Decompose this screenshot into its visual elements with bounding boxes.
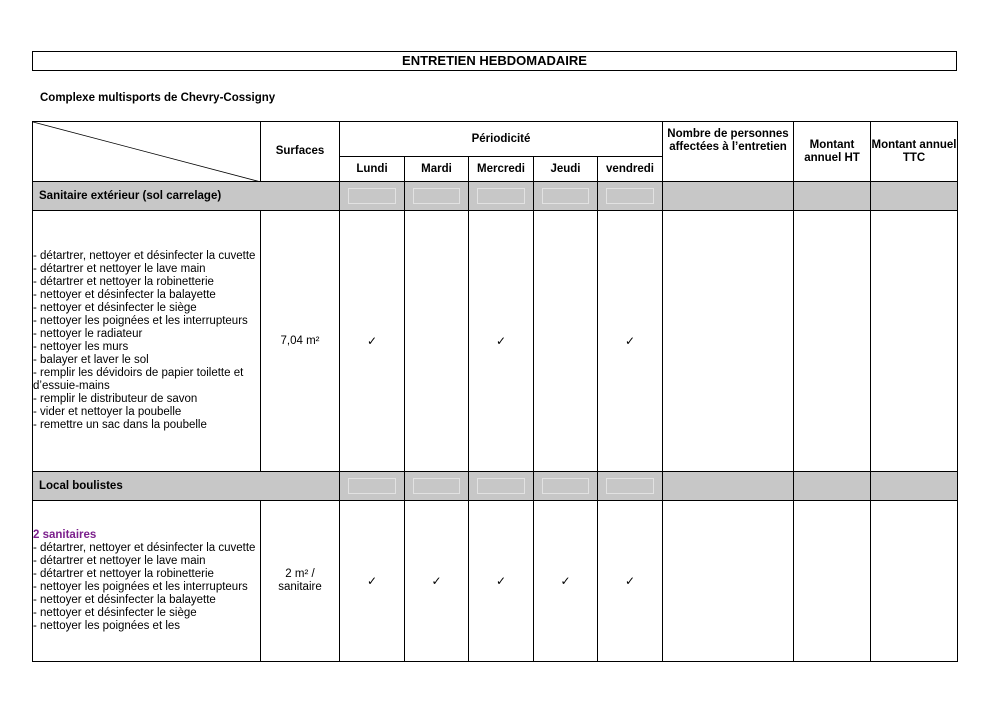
task-item: - détartrer et nettoyer la robinetterie — [33, 568, 214, 580]
task-item: - remplir les dévidoirs de papier toilette et d’essuie-mains — [33, 367, 244, 392]
maintenance-table — [32, 121, 958, 662]
check-cell — [534, 211, 598, 472]
task-item: - nettoyer les murs — [33, 341, 129, 353]
check-cell — [340, 211, 405, 472]
diagonal-corner-cell — [33, 122, 261, 182]
day-header-vendredi: vendredi — [598, 157, 663, 182]
section-cell — [405, 182, 469, 211]
surfaces-header: Surfaces — [261, 122, 340, 182]
surface-value: 2 m² / sanitaire — [261, 501, 340, 662]
task-item: - balayer et laver le sol — [33, 354, 149, 366]
section-label: Sanitaire extérieur (sol carrelage) — [33, 182, 340, 211]
diagonal-line — [33, 122, 261, 182]
task-item: - détartrer et nettoyer le lave main — [33, 555, 206, 567]
personnes-cell — [663, 501, 794, 662]
section-cell — [663, 182, 794, 211]
check-cell — [598, 211, 663, 472]
day-header-lundi: Lundi — [340, 157, 405, 182]
task-item: - nettoyer et désinfecter la balayette — [33, 594, 216, 606]
check-mark-icon: ✓ — [431, 573, 442, 588]
montant-ht-cell — [794, 501, 871, 662]
check-mark-icon: ✓ — [495, 573, 507, 588]
section-cell — [598, 472, 663, 501]
task-item: - nettoyer et désinfecter le siège — [33, 607, 197, 619]
check-cell — [405, 211, 469, 472]
section-cell — [340, 182, 405, 211]
task-row — [33, 501, 958, 662]
check-mark-icon: ✓ — [624, 333, 636, 348]
site-name: Complexe multisports de Chevry-Cossigny — [40, 92, 276, 104]
section-cell — [534, 472, 598, 501]
section-cell — [469, 182, 534, 211]
task-item: - vider et nettoyer la poubelle — [33, 406, 182, 418]
day-header-mardi: Mardi — [405, 157, 469, 182]
day-header-mercredi: Mercredi — [469, 157, 534, 182]
surface-value: 7,04 m² — [261, 211, 340, 472]
check-cell — [469, 501, 534, 662]
montant-ttc-cell — [871, 211, 958, 472]
check-mark-icon: ✓ — [366, 573, 378, 588]
task-item: - nettoyer et désinfecter la balayette — [33, 289, 216, 301]
check-cell — [340, 501, 405, 662]
task-row — [33, 211, 958, 472]
section-cell — [340, 472, 405, 501]
task-item: - détartrer, nettoyer et désinfecter la cuvette — [33, 250, 256, 262]
check-cell — [469, 211, 534, 472]
document-title: ENTRETIEN HEBDOMADAIRE — [32, 51, 957, 71]
task-item: - détartrer et nettoyer la robinetterie — [33, 276, 214, 288]
section-cell — [598, 182, 663, 211]
montant-ttc-header: Montant annuel TTC — [871, 122, 958, 182]
task-group-title: 2 sanitaires — [33, 529, 97, 541]
task-item: - détartrer et nettoyer le lave main — [33, 263, 206, 275]
task-item: - nettoyer et désinfecter le siège — [33, 302, 197, 314]
montant-ht-header: Montant annuel HT — [794, 122, 871, 182]
task-list — [33, 501, 261, 662]
check-mark-icon: ✓ — [624, 573, 636, 588]
section-row — [33, 182, 958, 211]
section-label: Local boulistes — [33, 472, 340, 501]
task-item: - nettoyer les poignées et les interrupteurs — [33, 315, 248, 327]
check-mark-icon: ✓ — [495, 333, 507, 348]
check-cell — [598, 501, 663, 662]
section-cell — [469, 472, 534, 501]
personnes-cell — [663, 211, 794, 472]
periodicite-header: Périodicité — [340, 122, 663, 157]
check-mark-icon: ✓ — [560, 573, 571, 588]
task-item: - nettoyer les poignées et les interrupteurs — [33, 581, 248, 593]
task-item: - nettoyer les poignées et les — [33, 620, 181, 632]
section-cell — [534, 182, 598, 211]
section-row — [33, 472, 958, 501]
task-item: - détartrer, nettoyer et désinfecter la cuvette — [33, 542, 256, 554]
section-cell — [405, 472, 469, 501]
section-cell — [794, 472, 871, 501]
task-item: - nettoyer le radiateur — [33, 328, 143, 340]
section-cell — [663, 472, 794, 501]
section-cell — [871, 472, 958, 501]
personnes-header: Nombre de personnes affectées à l’entretien — [663, 122, 794, 182]
check-cell — [534, 501, 598, 662]
day-header-jeudi: Jeudi — [534, 157, 598, 182]
montant-ht-cell — [794, 211, 871, 472]
task-item: - remettre un sac dans la poubelle — [33, 419, 207, 431]
task-list — [33, 211, 261, 472]
task-item: - remplir le distributeur de savon — [33, 393, 198, 405]
section-cell — [794, 182, 871, 211]
section-cell — [871, 182, 958, 211]
check-cell — [405, 501, 469, 662]
check-mark-icon: ✓ — [366, 333, 378, 348]
montant-ttc-cell — [871, 501, 958, 662]
